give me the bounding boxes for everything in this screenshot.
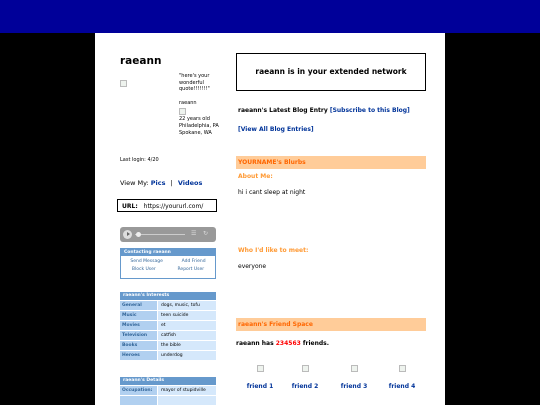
blurbs-header: YOURNAME's Blurbs — [236, 156, 426, 169]
details-table — [120, 377, 216, 405]
profile-info — [179, 73, 219, 136]
interest-value: dogs, music, tofu — [158, 301, 216, 310]
interest-value: underdog — [158, 351, 216, 360]
interest-value: et — [158, 321, 216, 330]
interest-value: catfish — [158, 331, 216, 340]
profile-name: raeann — [120, 55, 162, 67]
friend-photo[interactable] — [399, 365, 406, 372]
friend-name[interactable]: friend 1 — [246, 383, 274, 390]
videos-link[interactable]: Videos — [177, 179, 203, 187]
table-row — [120, 396, 216, 405]
meet-text: everyone — [238, 263, 267, 270]
table-row — [120, 321, 216, 330]
top-banner — [0, 0, 540, 33]
subscribe-blog-link[interactable]: [Subscribe to this Blog] — [329, 107, 410, 114]
about-me-text: hi i cant sleep at night — [238, 189, 306, 196]
list-icon[interactable]: ☰ — [191, 230, 197, 237]
interest-key: General — [120, 301, 157, 310]
add-friend-link[interactable]: Add Friend — [181, 259, 206, 264]
details-title: raeann's Details — [120, 377, 216, 385]
table-row — [120, 351, 216, 360]
friend-name[interactable]: friend 4 — [388, 383, 416, 390]
table-row — [120, 301, 216, 310]
url-box — [117, 199, 217, 212]
blog-title: raeann's Latest Blog Entry — [238, 107, 328, 114]
interest-key: Books — [120, 341, 157, 350]
play-icon[interactable] — [123, 230, 132, 239]
url-value[interactable]: https://yoururl.com/ — [143, 203, 204, 210]
profile-age: 22 years old — [179, 116, 210, 123]
interest-key: Heroes — [120, 351, 157, 360]
table-row — [120, 331, 216, 340]
friend-count — [236, 340, 329, 347]
url-label: URL: — [122, 203, 138, 210]
friend-count-number: 234563 — [275, 340, 301, 347]
friend-photo[interactable] — [302, 365, 309, 372]
view-all-blog — [238, 126, 314, 133]
player-knob[interactable] — [136, 232, 141, 237]
friend-item[interactable] — [382, 365, 422, 390]
send-message-link[interactable]: Send Message — [130, 259, 163, 264]
friend-photo[interactable] — [351, 365, 358, 372]
friend-name[interactable]: friend 2 — [291, 383, 319, 390]
online-icon — [179, 108, 186, 115]
interest-key: Television — [120, 331, 157, 340]
contact-box-title: Contacting raeann — [121, 249, 215, 256]
contact-box — [120, 248, 216, 279]
extended-network-box: raeann is in your extended network — [236, 53, 426, 91]
friend-item[interactable] — [285, 365, 325, 390]
friend-count-prefix: raeann has — [236, 340, 274, 347]
profile-photo[interactable] — [120, 80, 127, 87]
table-row — [120, 311, 216, 320]
profile-quote: "here's your wonderful quote!!!!!!!" — [179, 73, 210, 93]
about-me-label: About Me: — [238, 173, 273, 180]
friend-item[interactable] — [334, 365, 374, 390]
view-my-separator: | — [170, 179, 173, 187]
interest-value: the bible — [158, 341, 216, 350]
last-login: Last login: 4/20 — [120, 157, 159, 163]
repeat-icon[interactable]: ↻ — [203, 230, 209, 237]
friend-name[interactable]: friend 3 — [340, 383, 368, 390]
view-my-label: View My: — [120, 179, 149, 187]
music-player — [120, 227, 216, 242]
meet-label: Who I'd like to meet: — [238, 247, 309, 254]
friend-space-header: raeann's Friend Space — [236, 318, 426, 331]
block-user-link[interactable]: Block User — [131, 267, 156, 272]
profile-page — [95, 33, 445, 405]
interests-table — [120, 292, 216, 361]
detail-key: Occupation: — [120, 386, 157, 395]
pics-link[interactable]: Pics — [150, 179, 166, 187]
report-user-link[interactable]: Report User — [177, 267, 205, 272]
friend-photo[interactable] — [257, 365, 264, 372]
table-row — [120, 341, 216, 350]
player-track[interactable] — [135, 234, 185, 235]
interest-key: Music — [120, 311, 157, 320]
profile-location-1: Philadelphia, PA — [179, 122, 219, 129]
blog-heading — [238, 107, 410, 114]
interest-key: Movies — [120, 321, 157, 330]
interest-value: teen suicide — [158, 311, 216, 320]
view-my — [120, 179, 202, 187]
interests-title: raeann's Interests — [120, 292, 216, 300]
friend-count-suffix: friends. — [302, 340, 330, 347]
view-all-blog-link[interactable]: [View All Blog Entries] — [238, 126, 314, 133]
table-row — [120, 386, 216, 395]
profile-username: raeann — [179, 99, 197, 106]
detail-value: mayor of stupidville — [158, 386, 216, 395]
profile-location-2: Spokane, WA — [179, 129, 212, 136]
friend-item[interactable] — [240, 365, 280, 390]
